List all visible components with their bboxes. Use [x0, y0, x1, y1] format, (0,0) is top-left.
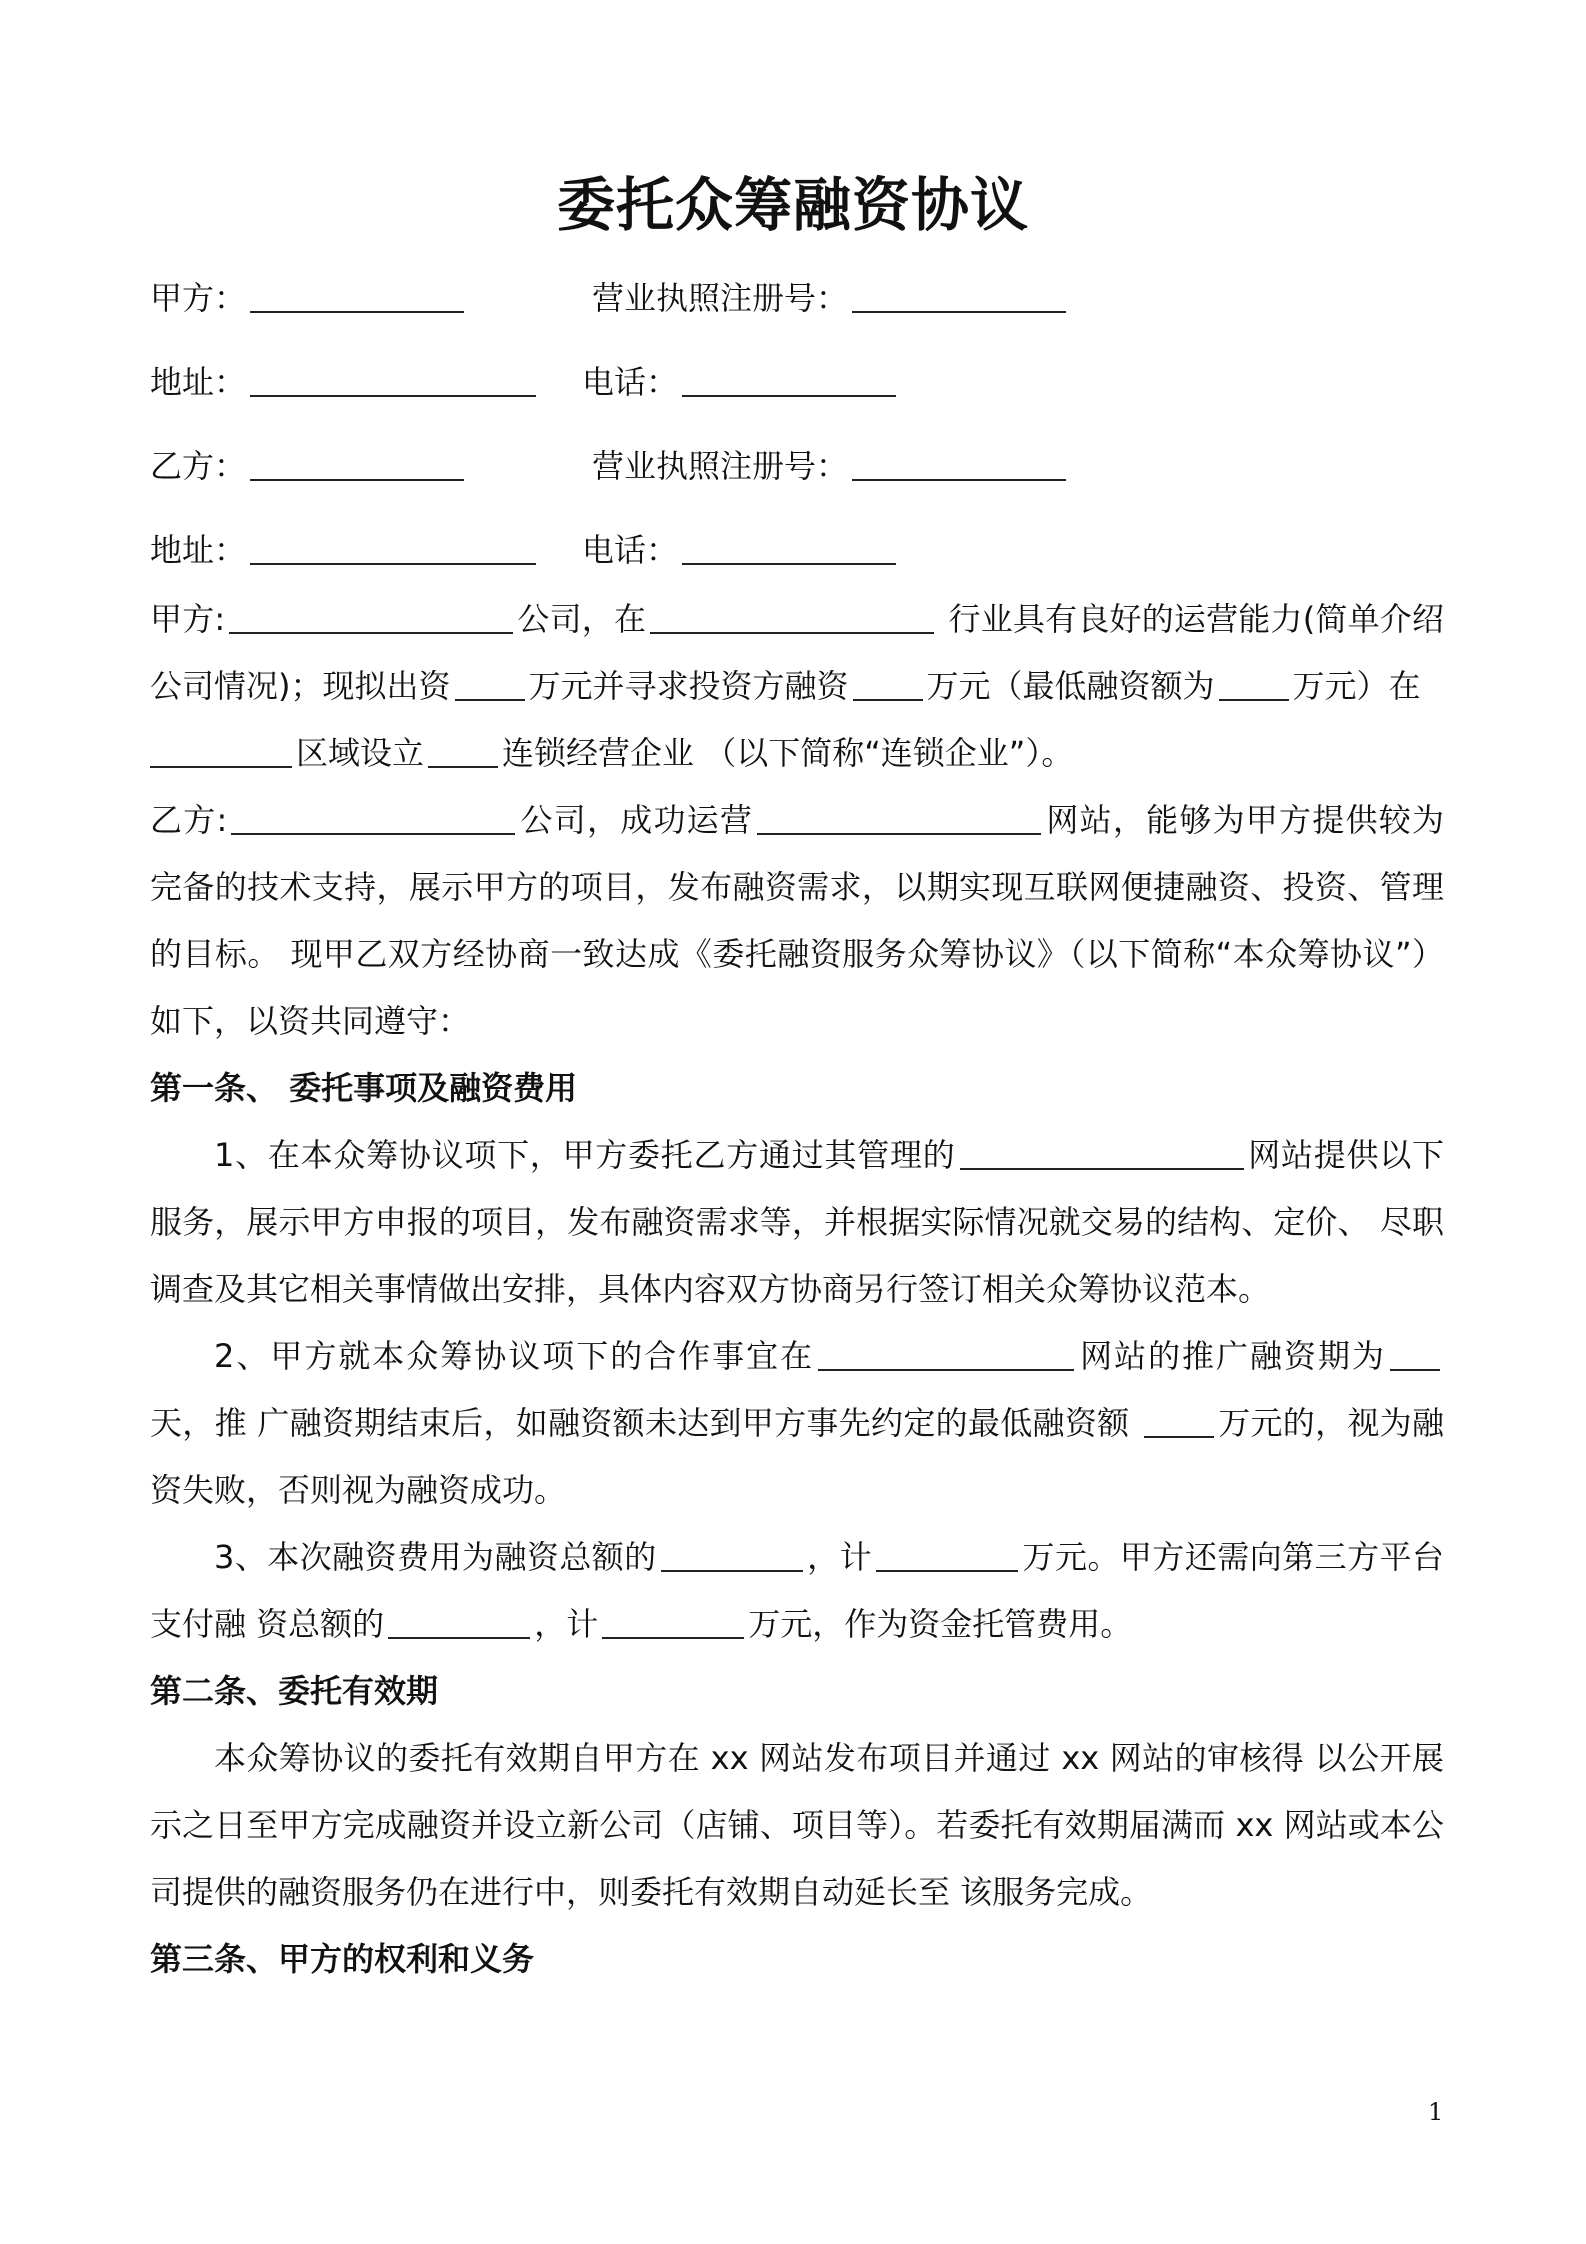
- party-a-address-row: [150, 360, 540, 404]
- party-b-phone-label: 电话：: [582, 531, 679, 569]
- a1-p3-amount-blank: [876, 1536, 1018, 1572]
- a1-p2-text-3: 天，推 广融资期结束后，如融资额未达到甲方事先约定的最低融资额: [150, 1404, 1140, 1442]
- intro-a-text-6: 万元）在: [1292, 667, 1421, 705]
- party-b-license-label: 营业执照注册号：: [592, 447, 849, 485]
- article-1-clause-3: [150, 1524, 1444, 1658]
- party-b-address-label: 地址：: [150, 531, 247, 569]
- intro-party-b: [150, 787, 1444, 1055]
- intro-b-company-blank: [231, 799, 515, 835]
- intro-a-text-5: 万元（最低融资额为: [926, 667, 1215, 705]
- intro-a-text-3: 行业具有良好的运营能力(简单介绍公司情况)；现拟出资: [150, 600, 1444, 705]
- intro-party-a: [150, 586, 1444, 787]
- page-number: 1: [1428, 2098, 1444, 2126]
- a1-p1-website-blank: [960, 1134, 1244, 1170]
- party-a-license-label: 营业执照注册号：: [592, 279, 849, 317]
- a1-p2-text-4: 万元的，视为融资失败，否则视为融资成功。: [150, 1404, 1444, 1509]
- intro-b-text-3: 网站，能够为甲方提供较为完备的技术支持，展示甲方的项目，发布融资需求，以期实现互联网便捷融资、投资、管理的目标。 现甲乙双方经协商一致达成《委托融资服务众筹协议》（以下简称“本众筹协议”）如下，以资共同遵守：: [150, 801, 1444, 1040]
- article-2-heading: 第二条、委托有效期: [150, 1672, 439, 1710]
- intro-a-chain-blank: [428, 732, 498, 768]
- party-b-phone-row: [582, 528, 900, 572]
- party-b-license-blank: [852, 445, 1066, 481]
- a1-p1-text-2: 网站提供以下服务，展示甲方申报的项目，发布融资需求等，并根据实际情况就交易的结构、定价、 尽职调查及其它相关事情做出安排，具体内容双方协商另行签订相关众筹协议范本。: [150, 1136, 1444, 1308]
- intro-b-website-blank: [757, 799, 1041, 835]
- a1-p3-text-2: ，计: [806, 1538, 873, 1576]
- intro-a-text-4: 万元并寻求投资方融资: [528, 667, 849, 705]
- article-3-heading: 第三条、甲方的权利和义务: [150, 1940, 535, 1978]
- party-b-address-row: [150, 528, 540, 572]
- intro-b-text-1: 乙方:: [150, 801, 228, 839]
- a1-p3-text-3: 万元。甲方还需向第三方平台支付融 资总额的: [150, 1538, 1444, 1643]
- a1-p2-minimum-blank: [1144, 1402, 1214, 1438]
- intro-a-company-blank: [229, 598, 513, 634]
- a1-p2-days-blank: [1390, 1335, 1440, 1371]
- party-b-address-blank: [250, 529, 536, 565]
- party-a-license-blank: [852, 277, 1066, 313]
- intro-a-text-2: 公司，在: [517, 600, 647, 638]
- article-2-clause: 本众筹协议的委托有效期自甲方在 xx 网站发布项目并通过 xx 网站的审核得 以公开展示之日至甲方完成融资并设立新公司（店铺、项目等）。若委托有效期届满而 xx 网站或本公司提供的融资服务仍在进行中，则委托有效期自动延长至 该服务完成。: [150, 1739, 1444, 1911]
- party-a-label: 甲方：: [150, 279, 247, 317]
- party-a-address-blank: [250, 361, 536, 397]
- a1-p3-text-4: ，计: [534, 1605, 599, 1643]
- party-a-row: [150, 276, 468, 320]
- party-a-address-label: 地址：: [150, 363, 247, 401]
- intro-a-text-1: 甲方:: [150, 600, 226, 638]
- intro-a-industry-blank: [650, 598, 934, 634]
- article-1-clause-2: [150, 1323, 1444, 1524]
- party-a-name-blank: [250, 277, 464, 313]
- a1-p3-rate-blank: [661, 1536, 803, 1572]
- a1-p3-text-1: 3、本次融资费用为融资总额的: [214, 1538, 657, 1576]
- intro-a-text-8: 连锁经营企业 （以下简称“连锁企业”）。: [502, 734, 1074, 772]
- intro-a-region-blank: [150, 732, 292, 768]
- intro-a-capital-blank: [455, 665, 525, 701]
- article-1-heading: 第一条、 委托事项及融资费用: [150, 1069, 578, 1107]
- party-b-row: [150, 444, 468, 488]
- party-a-phone-blank: [682, 361, 896, 397]
- page-title: 委托众筹融资协议: [556, 171, 1029, 239]
- article-1-clause-1: [150, 1122, 1444, 1323]
- a1-p3-text-5: 万元，作为资金托管费用。: [748, 1605, 1133, 1643]
- intro-a-text-7: 区域设立: [296, 734, 425, 772]
- party-a-license-row: [592, 276, 1070, 320]
- intro-a-financing-blank: [853, 665, 923, 701]
- party-b-license-row: [592, 444, 1070, 488]
- intro-a-minimum-blank: [1219, 665, 1289, 701]
- a1-p3-custody-rate-blank: [388, 1603, 530, 1639]
- party-a-phone-row: [582, 360, 900, 404]
- agreement-body: [150, 586, 1444, 1993]
- a1-p2-text-1: 2、甲方就本众筹协议项下的合作事宜在: [214, 1337, 815, 1375]
- intro-b-text-2: 公司，成功运营: [519, 801, 754, 839]
- a1-p2-text-2: 网站的推广融资期为: [1078, 1337, 1386, 1375]
- a1-p3-custody-amount-blank: [602, 1603, 744, 1639]
- a1-p2-website-blank: [818, 1335, 1074, 1371]
- party-b-label: 乙方：: [150, 447, 247, 485]
- party-b-name-blank: [250, 445, 464, 481]
- a1-p1-text-1: 1、在本众筹协议项下，甲方委托乙方通过其管理的: [214, 1136, 956, 1174]
- party-a-phone-label: 电话：: [582, 363, 679, 401]
- party-b-phone-blank: [682, 529, 896, 565]
